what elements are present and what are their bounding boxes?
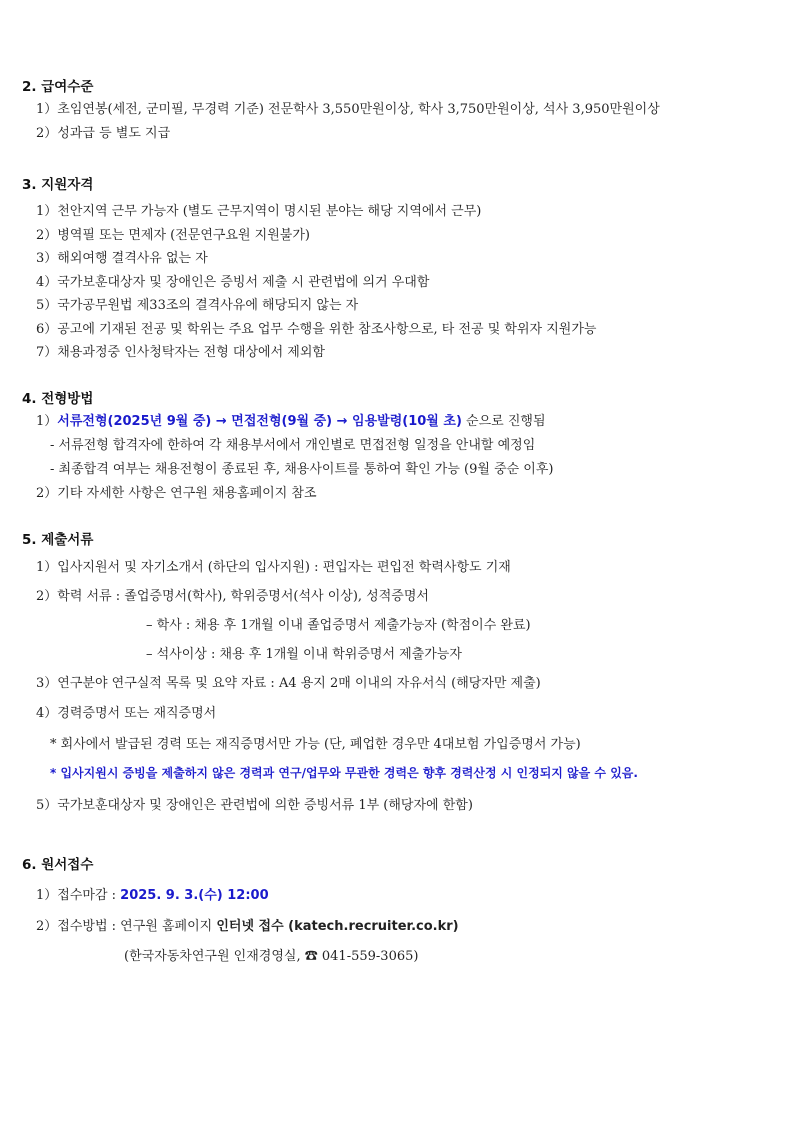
section-title-application: 6. 원서접수	[22, 857, 94, 873]
selection-item-1	[36, 410, 546, 429]
eligibility-item-2: 2）병역필 또는 면제자 (전문연구요원 지원불가)	[36, 228, 310, 243]
section-title-eligibility: 3. 지원자격	[22, 177, 94, 193]
eligibility-item-1: 1）천안지역 근무 가능자 (별도 근무지역이 명시된 분야는 해당 지역에서 근무)	[36, 204, 482, 219]
application-deadline	[36, 884, 269, 903]
eligibility-item-5: 5）국가공무원법 제33조의 결격사유에 해당되지 않는 자	[36, 298, 359, 313]
documents-item-2-master: – 석사이상 : 채용 후 1개월 이내 학위증명서 제출가능자	[146, 647, 462, 662]
eligibility-item-3: 3）해외여행 결격사유 없는 자	[36, 251, 208, 266]
eligibility-item-7: 7）채용과정중 인사청탁자는 전형 대상에서 제외함	[36, 345, 325, 360]
documents-item-1: 1）입사지원서 및 자기소개서 (하단의 입사지원) : 편입자는 편입전 학력사항도 기재	[36, 560, 511, 575]
eligibility-item-4: 4）국가보훈대상자 및 장애인은 증빙서 제출 시 관련법에 의거 우대함	[36, 275, 430, 290]
documents-note-1: * 회사에서 발급된 경력 또는 재직증명서만 가능 (단, 폐업한 경우만 4대보험 가입증명서 가능)	[50, 737, 581, 752]
section-title-selection: 4. 전형방법	[22, 391, 94, 407]
salary-item-2: 2）성과급 등 별도 지급	[36, 126, 171, 141]
section-title-salary: 2. 급여수준	[22, 79, 94, 95]
selection-item-2: 2）기타 자세한 사항은 연구원 채용홈페이지 참조	[36, 486, 317, 501]
eligibility-item-6: 6）공고에 기재된 전공 및 학위는 주요 업무 수행을 위한 참조사항으로, 타 전공 및 학위자 지원가능	[36, 322, 597, 337]
documents-item-4: 4）경력증명서 또는 재직증명서	[36, 706, 217, 721]
documents-item-2-bachelor: – 학사 : 채용 후 1개월 이내 졸업증명서 제출가능자 (학점이수 완료)	[146, 618, 531, 633]
selection-item-1-number: 1）	[36, 414, 58, 429]
phone-icon: ☎	[304, 949, 318, 964]
documents-note-2: * 입사지원시 증빙을 제출하지 않은 경력과 연구/업무와 무관한 경력은 향후 경력산정 시 인정되지 않을 수 있음.	[50, 766, 638, 780]
selection-sub-2: - 최종합격 여부는 채용전형이 종료된 후, 채용사이트를 통하여 확인 가능 (9월 중순 이후)	[50, 462, 554, 477]
application-method	[36, 915, 459, 934]
section-title-documents: 5. 제출서류	[22, 532, 94, 548]
selection-schedule-highlight: 서류전형(2025년 9월 중) → 면접전형(9월 중) → 임용발령(10월 초)	[57, 414, 462, 429]
application-deadline-label: 1）접수마감 :	[36, 888, 121, 903]
documents-item-3: 3）연구분야 연구실적 목록 및 요약 자료 : A4 용지 2매 이내의 자유서식 (해당자만 제출)	[36, 676, 541, 691]
documents-item-5: 5）국가보훈대상자 및 장애인은 관련법에 의한 증빙서류 1부 (해당자에 한함)	[36, 798, 473, 813]
salary-item-1: 1）초임연봉(세전, 군미필, 무경력 기준) 전문학사 3,550만원이상, 학사 3,750만원이상, 석사 3,950만원이상	[36, 102, 660, 117]
selection-item-1-tail: 순으로 진행됨	[461, 414, 546, 429]
application-contact	[124, 945, 418, 964]
application-deadline-value: 2025. 9. 3.(수) 12:00	[120, 888, 269, 903]
documents-item-2: 2）학력 서류 : 졸업증명서(학사), 학위증명서(석사 이상), 성적증명서	[36, 589, 429, 604]
application-method-value: 인터넷 접수 (katech.recruiter.co.kr)	[216, 919, 459, 934]
selection-sub-1: - 서류전형 합격자에 한하여 각 채용부서에서 개인별로 면접전형 일정을 안내할 예정임	[50, 438, 536, 453]
contact-prefix: (한국자동차연구원 인재경영실,	[124, 949, 305, 964]
application-method-label: 2）접수방법 : 연구원 홈페이지	[36, 919, 217, 934]
contact-phone: 041-559-3065)	[317, 949, 419, 964]
